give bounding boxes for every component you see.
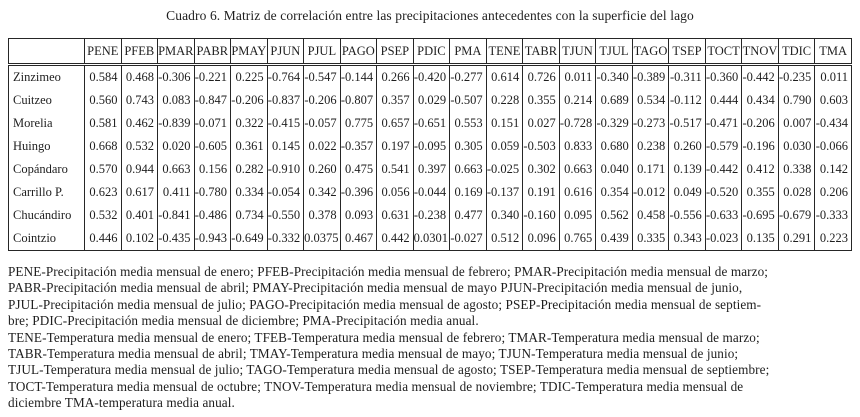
value-cell: 0.223 xyxy=(815,227,852,251)
table-body xyxy=(9,65,852,251)
value-cell: 0.446 xyxy=(85,227,122,251)
value-cell: 0.616 xyxy=(559,181,596,204)
value-cell: 0.302 xyxy=(523,158,560,181)
value-cell: -0.910 xyxy=(267,158,304,181)
value-cell: -0.221 xyxy=(194,65,231,90)
value-cell: 0.135 xyxy=(742,227,779,251)
column-header-cell: TMA xyxy=(815,39,852,65)
value-cell: -0.943 xyxy=(194,227,231,251)
value-cell: 0.532 xyxy=(121,135,158,158)
footnote-line: TJUL-Temperatura media mensual de julio; TAGO-Temperatura media mensual de agosto; TSEP-Temperatura media mensual de septiembre; xyxy=(8,362,770,378)
value-cell: -0.332 xyxy=(267,227,304,251)
row-label-cell: Cointzio xyxy=(9,227,85,251)
row-label-cell: Copándaro xyxy=(9,158,85,181)
value-cell: 0.631 xyxy=(377,204,414,227)
column-header-cell: TABR xyxy=(523,39,560,65)
value-cell: 0.169 xyxy=(450,181,487,204)
value-cell: -0.579 xyxy=(705,135,742,158)
value-cell: 0.354 xyxy=(596,181,633,204)
value-cell: 0.401 xyxy=(121,204,158,227)
footnote-line: PENE-Precipitación media mensual de enero; PFEB-Precipitación media mensual de febrero; PMAR-Precipitación media mensual de marzo; xyxy=(8,264,769,279)
row-label-cell: Huingo xyxy=(9,135,85,158)
value-cell: -0.556 xyxy=(669,204,706,227)
value-cell: -0.435 xyxy=(158,227,195,251)
value-cell: 0.096 xyxy=(523,227,560,251)
value-cell: 0.689 xyxy=(596,89,633,112)
value-cell: 0.680 xyxy=(596,135,633,158)
value-cell: 0.412 xyxy=(742,158,779,181)
column-header-cell: PMAY xyxy=(231,39,268,65)
column-header-cell: PJUL xyxy=(304,39,341,65)
corner-cell xyxy=(9,39,85,65)
column-header-cell: PJUN xyxy=(267,39,304,65)
value-cell: -0.277 xyxy=(450,65,487,90)
value-cell: -0.415 xyxy=(267,112,304,135)
value-cell: -0.311 xyxy=(669,65,706,90)
column-header-cell: PFEB xyxy=(121,39,158,65)
value-cell: 0.040 xyxy=(596,158,633,181)
value-cell: -0.633 xyxy=(705,204,742,227)
value-cell: -0.206 xyxy=(304,89,341,112)
value-cell: 0.833 xyxy=(559,135,596,158)
value-cell: 0.534 xyxy=(632,89,669,112)
value-cell: 0.340 xyxy=(486,204,523,227)
value-cell: -0.112 xyxy=(669,89,706,112)
value-cell: -0.360 xyxy=(705,65,742,90)
value-cell: 0.282 xyxy=(231,158,268,181)
value-cell: 0.570 xyxy=(85,158,122,181)
row-label-cell: Carrillo P. xyxy=(9,181,85,204)
value-cell: -0.333 xyxy=(815,204,852,227)
value-cell: 0.139 xyxy=(669,158,706,181)
value-cell: 0.095 xyxy=(559,204,596,227)
value-cell: 0.197 xyxy=(377,135,414,158)
value-cell: -0.054 xyxy=(267,181,304,204)
value-cell: -0.841 xyxy=(158,204,195,227)
column-header-cell: PENE xyxy=(85,39,122,65)
column-header-cell: PABR xyxy=(194,39,231,65)
value-cell: -0.235 xyxy=(778,65,815,90)
column-header-cell: PMAR xyxy=(158,39,195,65)
value-cell: 0.442 xyxy=(377,227,414,251)
value-cell: 0.584 xyxy=(85,65,122,90)
value-cell: 0.102 xyxy=(121,227,158,251)
value-cell: -0.012 xyxy=(632,181,669,204)
column-header-cell: PSEP xyxy=(377,39,414,65)
value-cell: 0.541 xyxy=(377,158,414,181)
value-cell: 0.022 xyxy=(304,135,341,158)
value-cell: -0.095 xyxy=(413,135,450,158)
value-cell: 0.0375 xyxy=(304,227,341,251)
value-cell: 0.668 xyxy=(85,135,122,158)
table-row xyxy=(9,65,852,90)
table-row xyxy=(9,89,852,112)
value-cell: 0.944 xyxy=(121,158,158,181)
value-cell: -0.025 xyxy=(486,158,523,181)
value-cell: 0.342 xyxy=(304,181,341,204)
table-row xyxy=(9,204,852,227)
value-cell: 0.663 xyxy=(450,158,487,181)
table-row xyxy=(9,112,852,135)
value-cell: -0.695 xyxy=(742,204,779,227)
value-cell: 0.603 xyxy=(815,89,852,112)
value-cell: 0.028 xyxy=(778,181,815,204)
value-cell: 0.206 xyxy=(815,181,852,204)
value-cell: 0.322 xyxy=(231,112,268,135)
table-row xyxy=(9,181,852,204)
value-cell: 0.765 xyxy=(559,227,596,251)
value-cell: 0.145 xyxy=(267,135,304,158)
row-label-cell: Morelia xyxy=(9,112,85,135)
value-cell: 0.214 xyxy=(559,89,596,112)
value-cell: 0.171 xyxy=(632,158,669,181)
table-row xyxy=(9,135,852,158)
column-header-cell: TAGO xyxy=(632,39,669,65)
value-cell: 0.378 xyxy=(304,204,341,227)
value-cell: 0.228 xyxy=(486,89,523,112)
value-cell: 0.238 xyxy=(632,135,669,158)
value-cell: 0.477 xyxy=(450,204,487,227)
column-header-cell: PDIC xyxy=(413,39,450,65)
value-cell: -0.027 xyxy=(450,227,487,251)
value-cell: -0.396 xyxy=(340,181,377,204)
value-cell: 0.011 xyxy=(815,65,852,90)
value-cell: 0.225 xyxy=(231,65,268,90)
value-cell: -0.434 xyxy=(815,112,852,135)
value-cell: -0.550 xyxy=(267,204,304,227)
value-cell: 0.049 xyxy=(669,181,706,204)
value-cell: 0.335 xyxy=(632,227,669,251)
value-cell: 0.475 xyxy=(340,158,377,181)
column-header-cell: PMA xyxy=(450,39,487,65)
column-header-cell: TOCT xyxy=(705,39,742,65)
footnote-line: TABR-Temperatura media mensual de abril; TMAY-Temperatura media mensual de mayo; TJUN-Temperatura media mensual de junio; xyxy=(8,346,739,362)
correlation-matrix-table xyxy=(8,38,852,251)
value-cell: 0.291 xyxy=(778,227,815,251)
value-cell: 0.260 xyxy=(669,135,706,158)
value-cell: -0.507 xyxy=(450,89,487,112)
value-cell: -0.839 xyxy=(158,112,195,135)
column-header-cell: TJUL xyxy=(596,39,633,65)
column-header-cell: TSEP xyxy=(669,39,706,65)
footnote-line: TOCT-Temperatura media mensual de octubre; TNOV-Temperatura media mensual de noviembre; TDIC-Temperatura media mensual de xyxy=(8,378,744,394)
value-cell: 0.059 xyxy=(486,135,523,158)
value-cell: 0.623 xyxy=(85,181,122,204)
footnote-line: TENE-Temperatura media mensual de enero; TFEB-Temperatura media mensual de febrero; TMAR-Temperatura media mensual de marzo; xyxy=(8,329,760,345)
value-cell: 0.467 xyxy=(340,227,377,251)
value-cell: -0.329 xyxy=(596,112,633,135)
value-cell: 0.532 xyxy=(85,204,122,227)
value-cell: -0.389 xyxy=(632,65,669,90)
value-cell: -0.471 xyxy=(705,112,742,135)
value-cell: 0.357 xyxy=(377,89,414,112)
value-cell: 0.083 xyxy=(158,89,195,112)
footnote-line: PABR-Precipitación media mensual de abril; PMAY-Precipitación media mensual de mayo PJUN-Precipitación media mensual de junio, xyxy=(8,280,743,296)
value-cell: 0.030 xyxy=(778,135,815,158)
value-cell: -0.206 xyxy=(231,89,268,112)
column-header-cell: TENE xyxy=(486,39,523,65)
value-cell: 0.334 xyxy=(231,181,268,204)
table-row xyxy=(9,227,852,251)
value-cell: 0.142 xyxy=(815,158,852,181)
value-cell: 0.355 xyxy=(742,181,779,204)
value-cell: -0.486 xyxy=(194,204,231,227)
value-cell: 0.617 xyxy=(121,181,158,204)
value-cell: 0.434 xyxy=(742,89,779,112)
footnote-line: PJUL-Precipitación media mensual de julio; PAGO-Precipitación media mensual de agosto; PSEP-Precipitación media mensual de septiem- xyxy=(8,296,762,312)
value-cell: -0.071 xyxy=(194,112,231,135)
value-cell: -0.044 xyxy=(413,181,450,204)
value-cell: 0.790 xyxy=(778,89,815,112)
value-cell: -0.651 xyxy=(413,112,450,135)
value-cell: 0.156 xyxy=(194,158,231,181)
value-cell: 0.266 xyxy=(377,65,414,90)
value-cell: 0.027 xyxy=(523,112,560,135)
value-cell: 0.743 xyxy=(121,89,158,112)
value-cell: -0.649 xyxy=(231,227,268,251)
value-cell: 0.560 xyxy=(85,89,122,112)
value-cell: 0.007 xyxy=(778,112,815,135)
value-cell: 0.562 xyxy=(596,204,633,227)
value-cell: -0.206 xyxy=(742,112,779,135)
value-cell: 0.056 xyxy=(377,181,414,204)
value-cell: -0.442 xyxy=(705,158,742,181)
column-header-cell: TNOV xyxy=(742,39,779,65)
value-cell: 0.305 xyxy=(450,135,487,158)
value-cell: 0.029 xyxy=(413,89,450,112)
row-label-cell: Cuitzeo xyxy=(9,89,85,112)
value-cell: -0.679 xyxy=(778,204,815,227)
value-cell: -0.196 xyxy=(742,135,779,158)
value-cell: -0.503 xyxy=(523,135,560,158)
value-cell: -0.023 xyxy=(705,227,742,251)
value-cell: -0.442 xyxy=(742,65,779,90)
value-cell: 0.0301 xyxy=(413,227,450,251)
value-cell: 0.439 xyxy=(596,227,633,251)
value-cell: -0.340 xyxy=(596,65,633,90)
value-cell: -0.066 xyxy=(815,135,852,158)
value-cell: -0.273 xyxy=(632,112,669,135)
value-cell: 0.355 xyxy=(523,89,560,112)
value-cell: -0.420 xyxy=(413,65,450,90)
value-cell: -0.605 xyxy=(194,135,231,158)
value-cell: -0.357 xyxy=(340,135,377,158)
value-cell: 0.397 xyxy=(413,158,450,181)
value-cell: 0.020 xyxy=(158,135,195,158)
row-label-cell: Chucándiro xyxy=(9,204,85,227)
value-cell: 0.614 xyxy=(486,65,523,90)
footnote-line: diciembre TMA-temperatura media anual. xyxy=(8,395,235,411)
value-cell: -0.847 xyxy=(194,89,231,112)
table-header xyxy=(9,39,852,65)
table-footnotes xyxy=(8,264,852,412)
value-cell: 0.663 xyxy=(158,158,195,181)
value-cell: -0.520 xyxy=(705,181,742,204)
value-cell: 0.260 xyxy=(304,158,341,181)
table-row xyxy=(9,158,852,181)
value-cell: 0.338 xyxy=(778,158,815,181)
value-cell: 0.734 xyxy=(231,204,268,227)
value-cell: 0.011 xyxy=(559,65,596,90)
table-caption: Cuadro 6. Matriz de correlación entre las precipitaciones antecedentes con la superficie del lago xyxy=(166,8,694,23)
value-cell: 0.411 xyxy=(158,181,195,204)
value-cell: 0.581 xyxy=(85,112,122,135)
value-cell: 0.657 xyxy=(377,112,414,135)
value-cell: -0.238 xyxy=(413,204,450,227)
value-cell: -0.728 xyxy=(559,112,596,135)
value-cell: 0.151 xyxy=(486,112,523,135)
value-cell: 0.726 xyxy=(523,65,560,90)
value-cell: 0.458 xyxy=(632,204,669,227)
value-cell: 0.191 xyxy=(523,181,560,204)
column-header-cell: PAGO xyxy=(340,39,377,65)
column-header-cell: TDIC xyxy=(778,39,815,65)
value-cell: 0.663 xyxy=(559,158,596,181)
value-cell: -0.780 xyxy=(194,181,231,204)
value-cell: 0.462 xyxy=(121,112,158,135)
value-cell: 0.553 xyxy=(450,112,487,135)
value-cell: 0.444 xyxy=(705,89,742,112)
value-cell: -0.547 xyxy=(304,65,341,90)
value-cell: -0.144 xyxy=(340,65,377,90)
header-row xyxy=(9,39,852,65)
value-cell: -0.306 xyxy=(158,65,195,90)
row-label-cell: Zinzimeo xyxy=(9,65,85,90)
footnote-line: bre; PDIC-Precipitación media mensual de diciembre; PMA-Precipitación media anual. xyxy=(8,313,479,329)
value-cell: -0.807 xyxy=(340,89,377,112)
value-cell: -0.057 xyxy=(304,112,341,135)
value-cell: 0.343 xyxy=(669,227,706,251)
value-cell: -0.837 xyxy=(267,89,304,112)
value-cell: 0.512 xyxy=(486,227,523,251)
value-cell: 0.468 xyxy=(121,65,158,90)
column-header-cell: TJUN xyxy=(559,39,596,65)
value-cell: 0.361 xyxy=(231,135,268,158)
value-cell: -0.160 xyxy=(523,204,560,227)
value-cell: -0.137 xyxy=(486,181,523,204)
value-cell: 0.093 xyxy=(340,204,377,227)
value-cell: -0.764 xyxy=(267,65,304,90)
value-cell: -0.517 xyxy=(669,112,706,135)
value-cell: 0.775 xyxy=(340,112,377,135)
